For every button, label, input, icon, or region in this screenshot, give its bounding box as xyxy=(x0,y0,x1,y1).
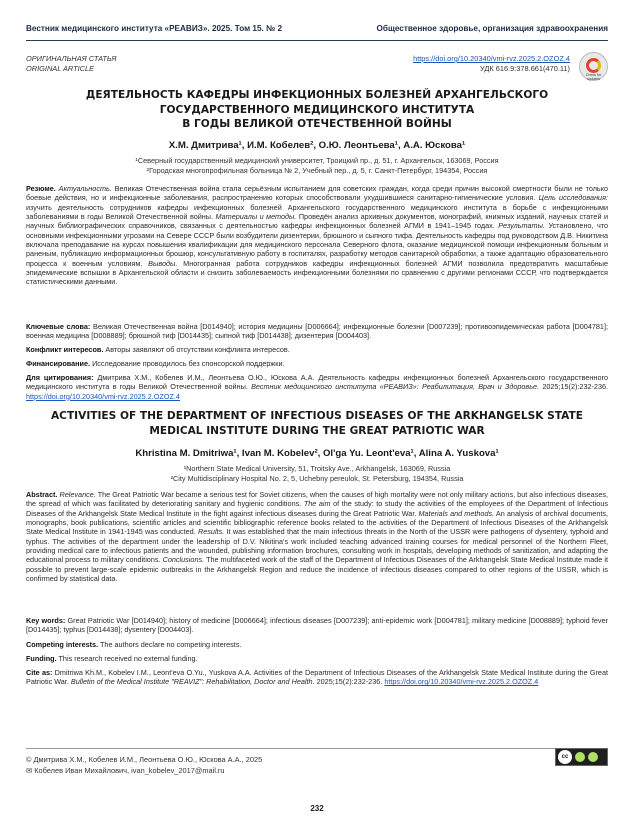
en-conflict xyxy=(26,640,608,649)
ru-funding-text: Исследование проводилось без спонсорской поддержки. xyxy=(92,359,285,368)
check-for-updates-badge[interactable] xyxy=(579,52,608,81)
ru-aim: изучить деятельность сотрудников кафедры инфекционных болезней Архангельского государственного медицинского института в борьбе с инфекционными заболеваниями в годы Великой Отечественной войны. xyxy=(26,202,608,222)
nc-icon xyxy=(588,752,598,762)
en-cite-journal: Bulletin of the Medical Institute "REAVIZ": Rehabilitation, Doctor and Health. xyxy=(70,677,315,687)
badge-label: Check for updates xyxy=(585,73,602,81)
en-results-label: Results. xyxy=(198,527,225,537)
section-name: Общественное здоровье, организация здравоохранения xyxy=(376,24,608,33)
ru-title-line: В ГОДЫ ВЕЛИКОЙ ОТЕЧЕСТВЕННОЙ ВОЙНЫ xyxy=(182,118,452,130)
ru-funding xyxy=(26,359,608,368)
en-abstract xyxy=(26,490,608,583)
ru-keywords-label: Ключевые слова: xyxy=(26,322,91,331)
ru-keywords-text: Великая Отечественная война [D014940]; история медицины [D006664]; инфекционные болезни [D007239]; противоэпидемическая работа [D004781]; военная медицина [D008889]; брюшной тиф [D014435]; сыпной тиф [D014438]; дизентерия [D004403]. xyxy=(26,322,608,341)
ru-conflict-text: Авторы заявляют об отсутствии конфликта интересов. xyxy=(105,345,290,354)
ru-cite-label: Для цитирования: xyxy=(26,373,94,382)
en-aim: of the study: to study the activities of the employees of the Department of Infectious Diseases of the Arkhangelsk State Medical Institute in the fight against infectious diseases during the Great Patriotic War. xyxy=(26,499,608,518)
ru-affiliation: ²Городская многопрофильная больница № 2, Учебный пер., д. 5, г. Санкт-Петербург, 194354, Россия xyxy=(146,165,488,175)
running-header xyxy=(26,21,608,41)
ru-methods: Проведён анализ архивных документов, монографий, книжных изданий, научных статей и научных библиографических справочников, связанных с деятельностью кафедры инфекционных болезней АГМИ в 1941–1945 годах. xyxy=(26,212,609,231)
en-keywords-label: Key words: xyxy=(26,616,66,625)
en-conclusions-label: Conclusions. xyxy=(162,555,205,565)
ru-cite-doi-link[interactable]: https://doi.org/10.20340/vmi-rvz.2025.2.OZOZ.4 xyxy=(26,391,180,401)
article-type xyxy=(26,54,116,74)
en-keywords xyxy=(26,616,608,635)
en-results: It was established that the main infectious threats in the North of the USSR were pathogens of dysentery, typhoid and typhus. The activities of the department under the leadership of D.V. Nikitina's work included teaching advanced training courses for medical personnel of the Northern Fleet, providing medical care to infectious patients and the wounded, publishing information brochures, consulting work in hospitals, developing methods of sanitization, and adapting the educational process to military conditions. xyxy=(26,527,609,565)
ru-cite-tail: 2025;15(2):232-236. xyxy=(542,382,609,392)
en-keywords-text: Great Patriotic War [D014940]; history of medicine [D006664]; infectious diseases [D007239]; anti-epidemic work [D004781]; military medicine [D008889]; typhoid fever [D014435]; typhus [D014438]; dysentery [D004403]. xyxy=(26,616,608,635)
ru-affiliations xyxy=(30,156,604,175)
ru-title-line: ГОСУДАРСТВЕННОГО МЕДИЦИНСКОГО ИНСТИТУТА xyxy=(159,103,475,116)
page-number: 232 xyxy=(310,804,324,813)
en-relevance: The Great Patriotic War became a serious test for Soviet citizens, when the causes of high mortality were not only military actions, but also infectious diseases, the spread of which was facilitated by deteriorating sanitary and hygienic conditions. xyxy=(26,490,608,509)
en-funding-label: Funding. xyxy=(26,654,57,663)
ru-citation xyxy=(26,373,608,401)
refresh-icon xyxy=(586,58,601,73)
en-methods: An analysis of archival documents, monographs, book publications, scientific articles and scientific bibliographic reference books related to the activities of the Department of Infectious Diseases of the Arkhangelsk State Medical Institute in 1941-1945 was conducted. xyxy=(26,508,609,537)
doi-link[interactable]: https://doi.org/10.20340/vmi-rvz.2025.2.OZOZ.4 xyxy=(413,54,570,63)
ru-authors: Х.М. Дмитрива¹, И.М. Кобелев², О.Ю. Леонтьева¹, А.А. Юскова¹ xyxy=(168,140,466,151)
udc-code: УДК 616.9:378.661(470.11) xyxy=(480,64,570,73)
en-conflict-label: Competing interests. xyxy=(26,640,99,649)
en-cite-label: Cite as: xyxy=(26,668,53,677)
en-cite-doi-link[interactable]: https://doi.org/10.20340/vmi-rvz.2025.2.OZOZ.4 xyxy=(384,677,539,687)
ru-affiliation: ¹Северный государственный медицинский университет, Троицкий пр., д. 51, г. Архангельск, 163069, Россия xyxy=(135,156,499,165)
copyright-line: © Дмитрива Х.М., Кобелев И.М., Леонтьева О.Ю., Юскова А.А., 2025 xyxy=(26,755,263,764)
ru-conclusions-label: Выводы. xyxy=(148,258,178,268)
ru-methods-label: Материалы и методы. xyxy=(215,212,297,222)
en-title xyxy=(30,409,604,438)
en-affiliation: ¹Northern State Medical University, 51, Troitsky Ave., Arkhangelsk, 163069, Russia xyxy=(183,464,451,473)
en-conclusions: The multifaceted work of the staff of the Department of Infectious Diseases of the Arkhangelsk State Medical Institute made it possible to prevent large-scale epidemic outbreaks in the Arkhangelsk Region and reduce the incidence of infectious diseases compared to other regions of the USSR, which is confirmed by statistical data. xyxy=(26,555,609,584)
en-aim-label: The aim xyxy=(303,499,331,509)
ru-relevance-label: Актуальность. xyxy=(58,184,112,193)
en-affiliation: ²City Multidisciplinary Hospital No. 2, 5, Uchebny pereulok, St. Petersburg, 194354, Russia xyxy=(170,473,464,483)
article-type-en: ORIGINAL ARTICLE xyxy=(26,64,95,73)
en-cite-tail: 2025;15(2):232-236. xyxy=(316,677,383,687)
en-relevance-label: Relevance. xyxy=(59,490,96,499)
ru-results-label: Результаты. xyxy=(498,221,545,231)
ru-cite-text: Дмитрива Х.М., Кобелев И.М., Леонтьева О.Ю., Юскова А.А. Деятельность кафедры инфекционных болезней Архангельского государственного медицинского института в годы Великой Отечественной войны. xyxy=(26,373,608,392)
ru-results: Установлено, что основными инфекционными угрозами на Севере СССР были возбудители дизентерии, брюшного и сыпного тифа. Деятельность кафедры под руководством Д.В. Никитина включала преподавание на курсах повышения квалификации для медицинского персонала Северного флота, оказание медицинской помощи инфекционным больным и раненым, публикацию информационных брошюр, консультативную работу в госпиталях, разработку методов санитарной обработки, а также адаптацию образовательного процесса к военным условиям. xyxy=(26,221,609,268)
journal-name: Вестник медицинского института «РЕАВИЗ». 2025. Том 15. № 2 xyxy=(26,24,283,33)
ru-conclusions: Многогранная работа сотрудников кафедры инфекционных болезней АГМИ позволила предотвратить масштабные эпидемические вспышки в Архангельской области и снизить заболеваемость инфекционными болезнями по сравнению с другими регионами СССР, что подтверждается статистическими данными. xyxy=(26,258,609,287)
by-icon xyxy=(575,752,585,762)
article-type-ru: ОРИГИНАЛЬНАЯ СТАТЬЯ xyxy=(26,54,117,63)
article-identifiers xyxy=(413,54,570,74)
en-conflict-text: The authors declare no competing interests. xyxy=(100,640,242,649)
en-funding xyxy=(26,654,608,663)
ru-keywords xyxy=(26,322,608,341)
ru-funding-label: Финансирование. xyxy=(26,359,91,368)
ru-abstract xyxy=(26,184,608,287)
ru-aim-label: Цель исследования: xyxy=(538,193,608,203)
en-title-line: ACTIVITIES OF THE DEPARTMENT OF INFECTIOUS DISEASES OF THE ARKHANGELSK STATE xyxy=(50,410,584,422)
en-abstract-label: Abstract. xyxy=(26,490,58,499)
ru-conflict xyxy=(26,345,608,354)
contact-line: ✉ Кобелев Иван Михайлович, ivan_kobelev_2017@mail.ru xyxy=(26,766,225,775)
cc-license-badge[interactable] xyxy=(555,748,608,766)
ru-abstract-label: Резюме. xyxy=(26,184,56,193)
ru-relevance: Великая Отечественная война стала серьёзным испытанием для советских граждан, когда среди причин высокой смертности были не только боевые действия, но и инфекционные заболевания, распространению которых способствовали ухудшившиеся санитарно-гигиенические условия. xyxy=(26,184,608,203)
en-authors: Khristina M. Dmitriwa¹, Ivan M. Kobelev², Ol'ga Yu. Leont'eva¹, Alina A. Yuskova¹ xyxy=(135,448,499,459)
en-citation xyxy=(26,668,608,687)
cc-icon: cc xyxy=(558,750,572,764)
ru-conflict-label: Конфликт интересов. xyxy=(26,345,104,354)
ru-cite-journal: Вестник медицинского института «РЕАВИЗ»: Реабилитация, Врач и Здоровье. xyxy=(251,382,540,392)
en-title-line: MEDICAL INSTITUTE DURING THE GREAT PATRIOTIC WAR xyxy=(149,424,485,437)
ru-title xyxy=(30,88,604,132)
en-funding-text: This research received no external funding. xyxy=(58,654,198,663)
en-methods-label: Materials and methods. xyxy=(418,508,495,518)
en-cite-text: Dmitriwa Kh.M., Kobelev I.M., Leont'eva O.Yu., Yuskova A.A. Activities of the Department of Infectious Diseases of the Arkhangelsk State Medical Institute during the Great Patriotic War. xyxy=(26,668,608,687)
en-affiliations xyxy=(30,464,604,483)
ru-title-line: ДЕЯТЕЛЬНОСТЬ КАФЕДРЫ ИНФЕКЦИОННЫХ БОЛЕЗНЕЙ АРХАНГЕЛЬСКОГО xyxy=(85,89,549,101)
